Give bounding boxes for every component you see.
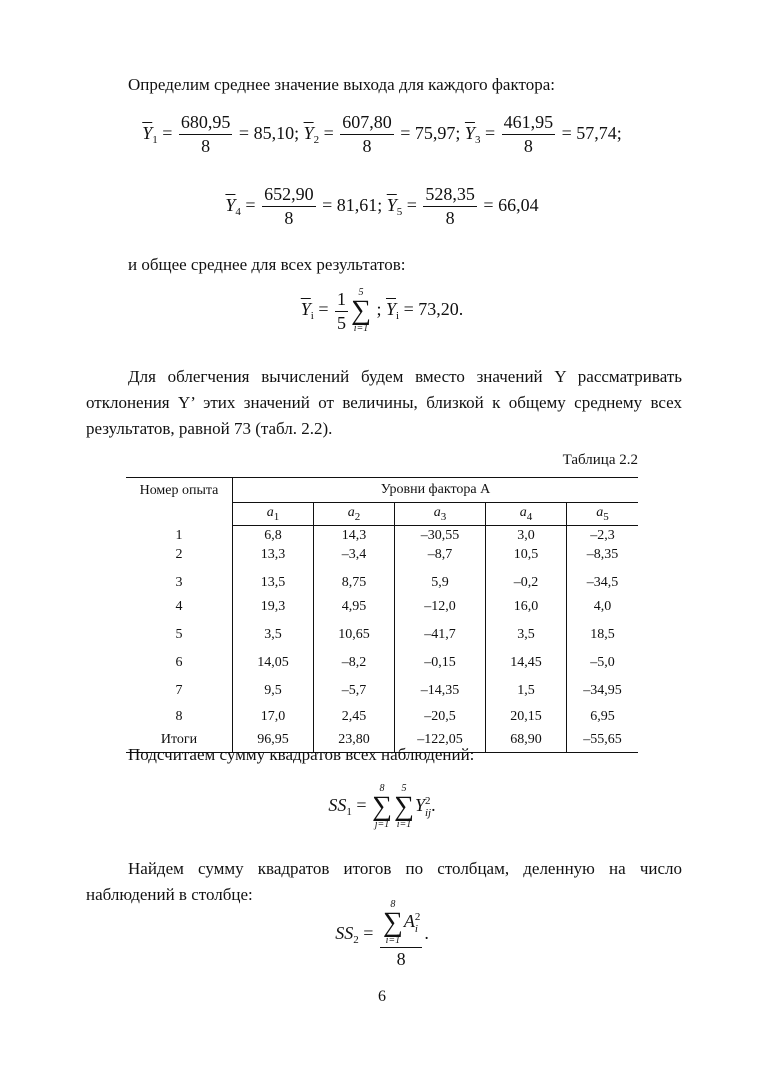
level-header: $a_3$ [395, 503, 486, 526]
table-row: 3 13,5 8,75 5,9 –0,2 –34,5 [126, 564, 638, 592]
mean-y3: $\overline{Y}_3$ = $\frac{461,95}{8}$ = 57,74; [464, 112, 622, 156]
level-header: $a_1$ [233, 503, 314, 526]
intro-text: Определим среднее значение выхода для каждого фактора: [128, 75, 555, 94]
mean-y4: $\overline{Y}_4$ = $\frac{652,90}{8}$ = 81,61; [225, 184, 383, 228]
means-equation-row-1 [0, 112, 764, 157]
ss2-equation: $SS_2$ = 8 ∑ i=1 A 2 i 8 . [335, 899, 429, 969]
group-header-levels: Уровни фактора A [233, 478, 639, 503]
mean-y1: $\overline{Y}_1$ = $\frac{680,95}{8}$ = 85,10; [142, 112, 300, 156]
table-totals-row: Итоги 96,95 23,80 –122,05 68,90 –55,65 [126, 728, 638, 752]
table-row: 6 14,05 –8,2 –0,15 14,45 –5,0 [126, 648, 638, 676]
sum-symbol: 8 ∑ j=1 [372, 783, 392, 830]
overall-intro-text: и общее среднее для всех результатов: [128, 255, 406, 274]
sum-symbol: 5 ∑ i=1 [351, 287, 371, 334]
data-table [126, 477, 638, 753]
sum-symbol: 8 ∑ i=1 [382, 899, 403, 946]
mean-y5: $\overline{Y}_5$ = $\frac{528,35}{8}$ = 66,04 [386, 184, 539, 228]
table-row: 4 19,3 4,95 –12,0 16,0 4,0 [126, 592, 638, 620]
table-caption: Таблица 2.2 [562, 452, 638, 468]
overall-mean-equation: $\overline{Y}_i$ = $\frac{1}{5}$ 5 ∑ i=1 ; $\overline{Y}_i = 73,20$. [300, 287, 464, 334]
ss1-equation: $SS_1$ = 8 ∑ j=1 5 ∑ i=1 Y 2 ij . [328, 783, 436, 830]
level-header: $a_2$ [314, 503, 395, 526]
sum-symbol: 5 ∑ i=1 [394, 783, 414, 830]
mean-y2: $\overline{Y}_2$ = $\frac{607,80}{8}$ = 75,97; [303, 112, 461, 156]
col-header-experiment: Номер опыта [126, 478, 233, 526]
table-row: 1 6,8 14,3 –30,55 3,0 –2,3 [126, 526, 638, 546]
table-row: 7 9,5 –5,7 –14,35 1,5 –34,95 [126, 676, 638, 704]
paragraph-deviations: Для облегчения вычислений будем вместо значений Y рассматривать отклонения Y’ этих значений от величины, близкой к общему среднему всех результатов, равной 73 (табл. 2.2). [86, 367, 682, 438]
level-header: $a_5$ [567, 503, 639, 526]
paragraph-column-totals: Найдем сумму квадратов итогов по столбцам, деленную на число наблюдений в столбце: [86, 859, 682, 904]
level-header: $a_4$ [486, 503, 567, 526]
table-row: 2 13,3 –3,4 –8,7 10,5 –8,35 [126, 545, 638, 564]
means-equation-row-2 [0, 184, 764, 229]
table-row: 5 3,5 10,65 –41,7 3,5 18,5 [126, 620, 638, 648]
page-number: 6 [378, 988, 386, 1005]
paragraph-sum-squares: Подсчитаем сумму квадратов всех наблюдений: [128, 745, 475, 764]
table-row: 8 17,0 2,45 –20,5 20,15 6,95 [126, 704, 638, 728]
